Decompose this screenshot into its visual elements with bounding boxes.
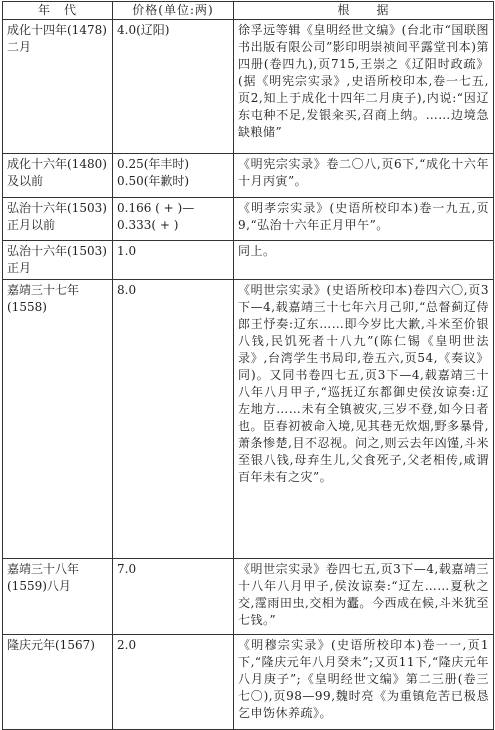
price-value: 4.0(辽阳) [117,23,170,37]
price-value: 1.0 [117,244,137,258]
period-cell: 成化十四年(1478)二月 [3,20,113,154]
period-cell: 弘治十六年(1503)正月以前 [3,198,113,241]
source-cell: 《明宪宗实录》卷二〇八,页6下,“成化十六年十月丙寅”。 [234,154,494,198]
period-cell: 嘉靖三十七年(1558) [3,280,113,559]
source-cell: 《明世宗实录》(史语所校印本)卷四六〇,页3下—4,载嘉靖三十七年六月己卯,“总督蓟辽侍郎王忬奏:辽东……即今岁比大歉,斗米至价银八钱,民饥死者十八九”(陈仁锡《皇明世法录》,台湾学生书局印,卷五六,页54,《奏议》同)。又同书卷四七五,页3下—4,载嘉靖三十八年八月甲子,“巡抚辽东都御史侯汝谅奏:辽左地方……未有全镇被灾,三岁不登,如今日者也。臣春初被命入境,见其巷无炊烟,野多暴骨,萧条惨楚,目不忍视。问之,则云去年凶馑,斗米至银八钱,母弃生儿,父食死子,父老相传,咸谓百年未有之灾”。 [234,280,494,559]
price-cell [113,241,234,280]
table-header-row [3,2,494,20]
grain-price-table [2,1,494,730]
table-row [3,198,494,241]
price-value: 8.0 [117,283,137,297]
table-row [3,635,494,730]
period-cell: 隆庆元年(1567) [3,635,113,730]
price-cell [113,635,234,730]
source-cell: 《明孝宗实录》(史语所校印本)卷一九五,页9,“弘治十六年正月甲午”。 [234,198,494,241]
table-row [3,241,494,280]
price-value: 2.0 [117,638,137,652]
price-cell [113,154,234,198]
price-cell [113,198,234,241]
price-value: 0.333( + ) [117,218,179,232]
period-cell: 嘉靖三十八年(1559)八月 [3,559,113,635]
source-cell: 徐孚远等辑《皇明经世文编》(台北市“国联图书出版有限公司”影印明崇祯间平露堂刊本)第四册(卷四九),页715,王崇之《辽阳时政疏》(据《明宪宗实录》,史语所校印本,卷一七五,页2,知上于成化十四年二月庚子),内说:“因辽东屯种不足,发银籴买,召商上纳。……边境急缺粮储” [234,20,494,154]
table-row [3,154,494,198]
price-cell [113,20,234,154]
source-cell: 《明世宗实录》卷四七五,页3下—4,载嘉靖三十八年八月甲子,侯汝谅奏:“辽左……夏秋之交,霪雨田虫,交相为蠹。今西成在候,斗米犹至七钱。” [234,559,494,635]
source-cell: 同上。 [234,241,494,280]
price-value: 7.0 [117,562,137,576]
table-row [3,559,494,635]
price-cell [113,559,234,635]
header-period: 年 代 [3,2,113,20]
price-cell [113,280,234,559]
price-value: 0.25(年丰时) [117,157,190,171]
price-value: 0.50(年歉时) [117,174,190,188]
period-cell: 成化十六年(1480)及以前 [3,154,113,198]
source-cell: 《明穆宗实录》(史语所校印本)卷一一,页1下,“隆庆元年八月癸未”;又页11下,“隆庆元年八月庚子”;《皇明经世文编》第二三册(卷三七〇),页98—99,魏时亮《为重镇危苦已极恳乞申饬休养疏》。 [234,635,494,730]
price-value: 0.166 ( + )— [117,201,195,215]
period-cell: 弘治十六年(1503)正月 [3,241,113,280]
header-source: 根 据 [234,2,494,20]
table-row [3,20,494,154]
header-price: 价格(单位:两) [113,2,234,20]
table-row [3,280,494,559]
